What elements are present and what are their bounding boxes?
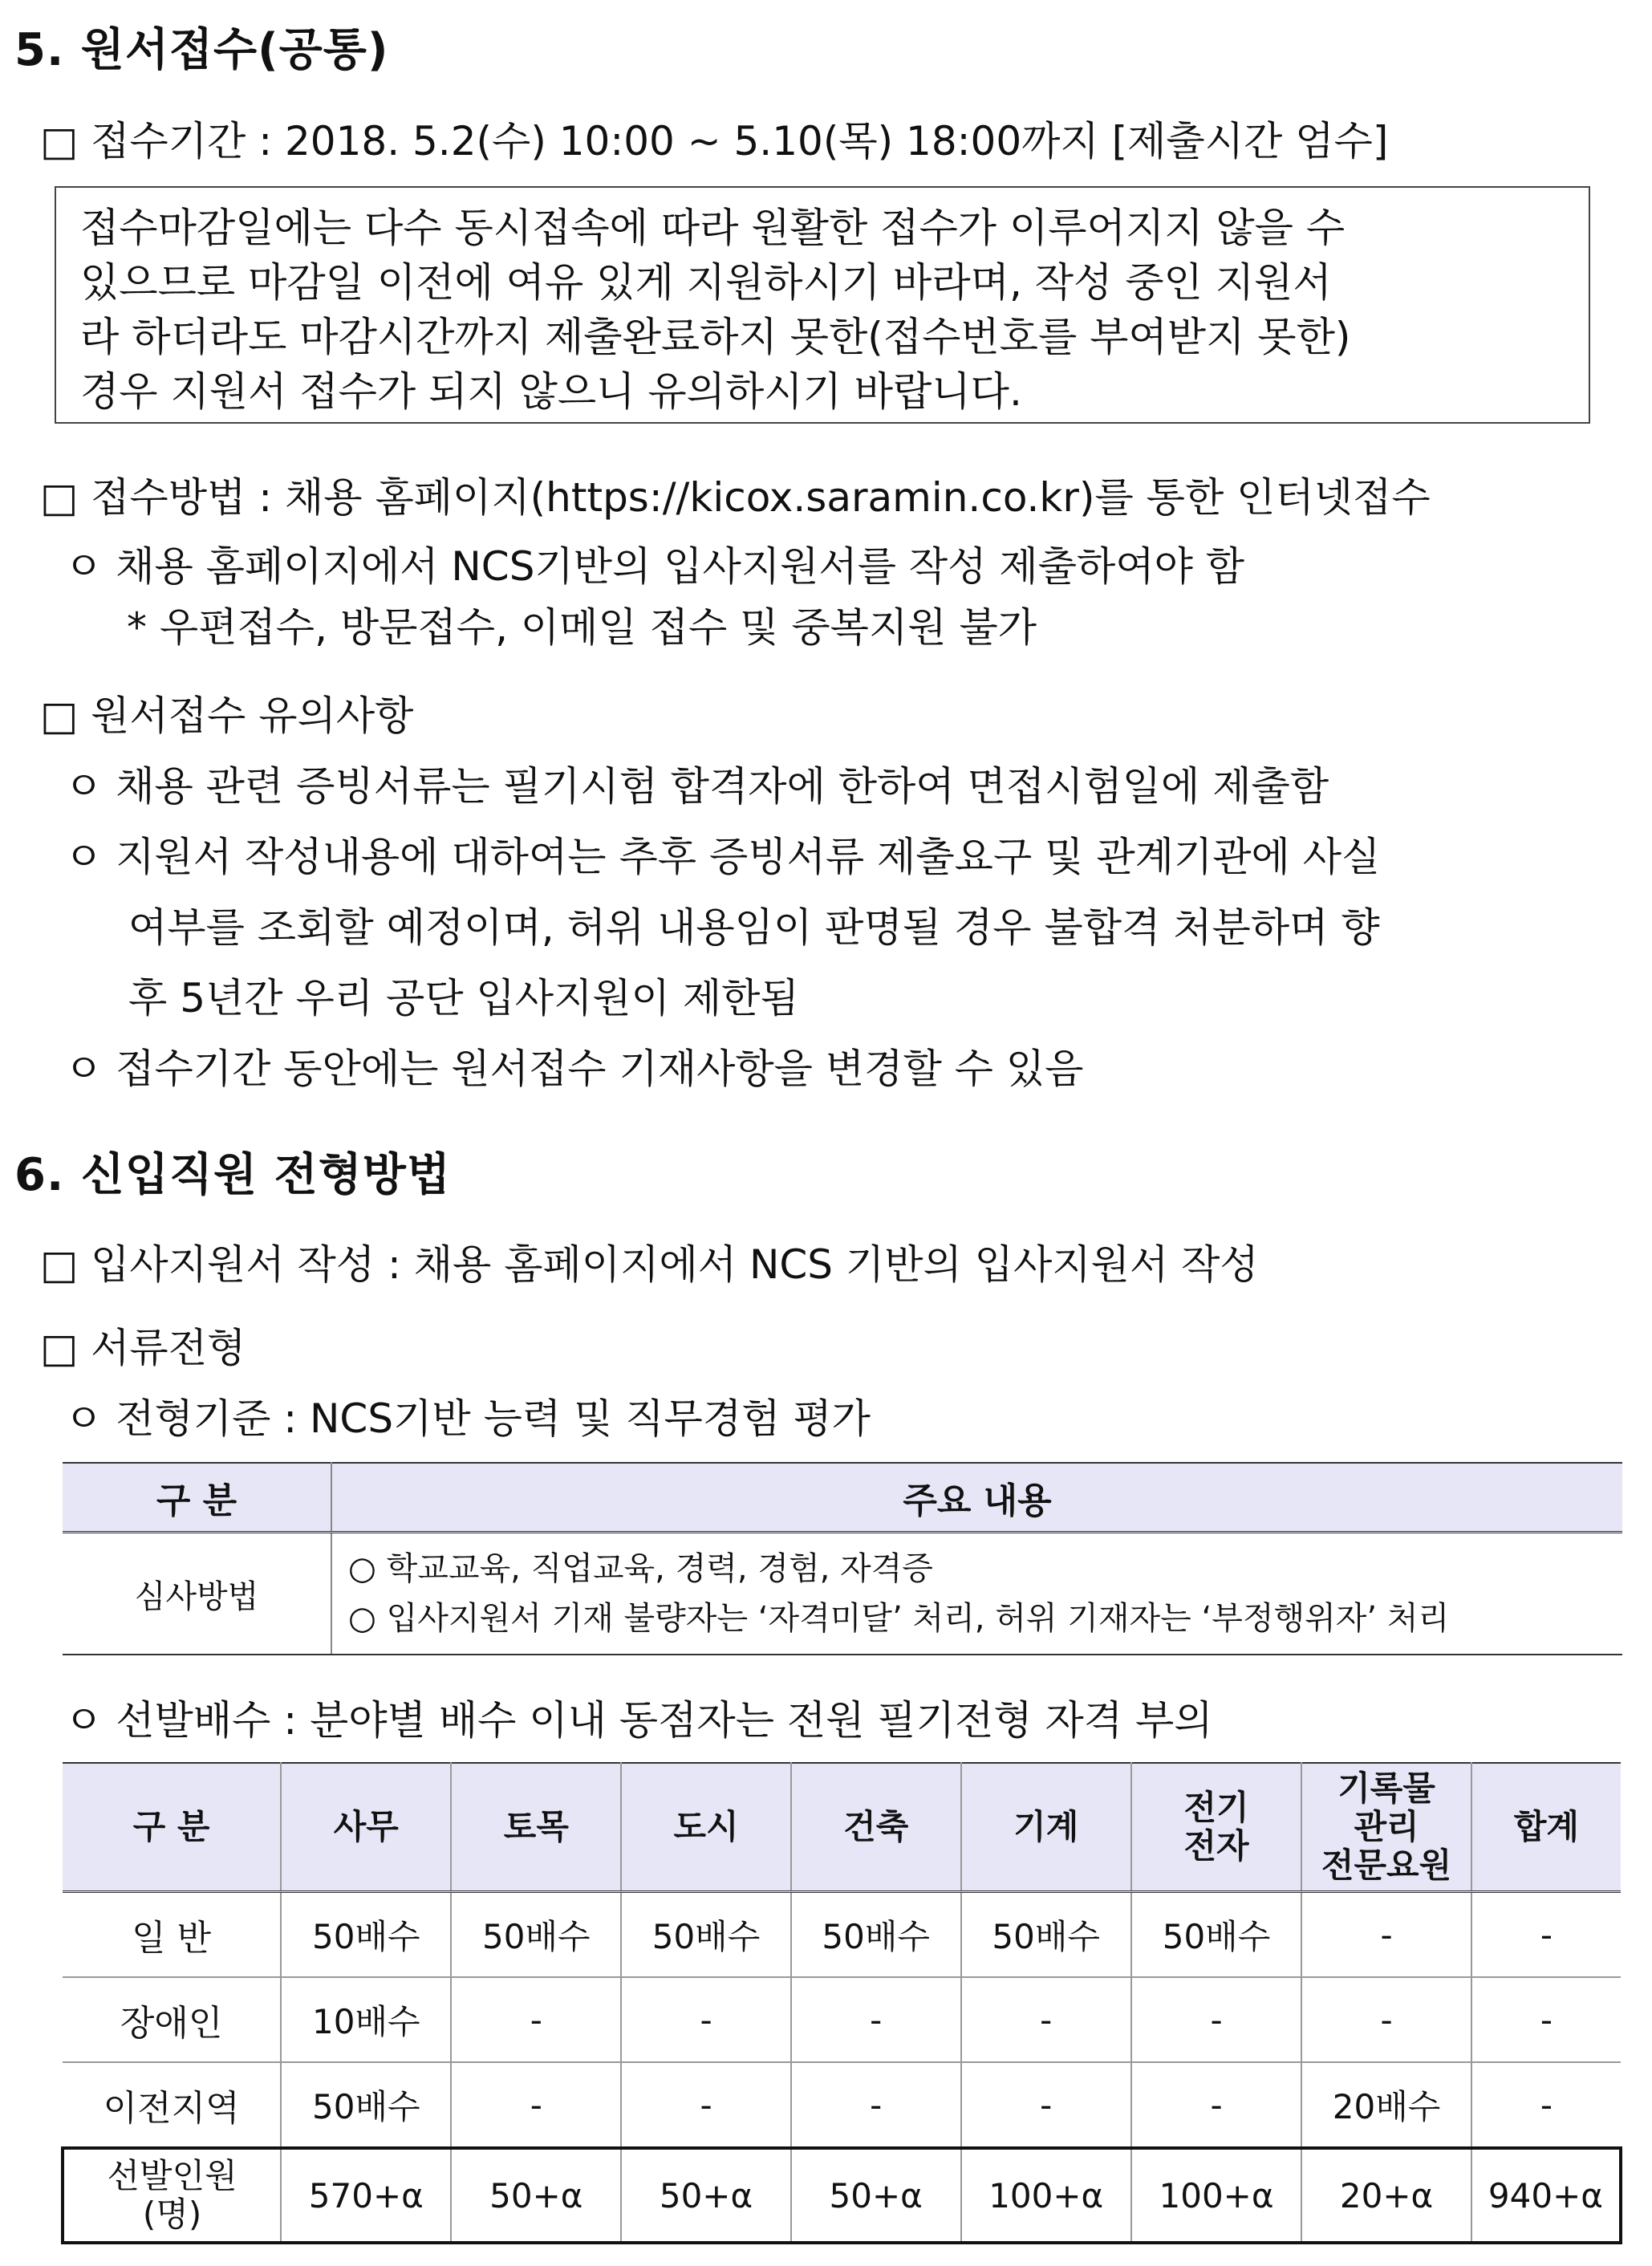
table-cell: - <box>621 2062 791 2148</box>
caution-bullet: ㅇ 채용 관련 증빙서류는 필기시험 합격자에 한하여 면접시험일에 제출함 <box>64 763 1329 810</box>
table-header: 구 분 <box>63 1763 281 1892</box>
table-cell: - <box>1301 1892 1471 1978</box>
notice-line: 접수마감일에는 다수 동시접속에 따라 원활한 접수가 이루어지지 않을 수 <box>80 205 1346 251</box>
table-header: 토목 <box>451 1763 621 1892</box>
table-cell: 570+α <box>281 2148 451 2243</box>
notice-line: 라 하더라도 마감시간까지 제출완료하지 못한(접수번호를 부여받지 못한) <box>80 314 1351 360</box>
table-cell: - <box>1131 1977 1301 2062</box>
criteria-line: ○ 학교교육, 직업교육, 경력, 경험, 자격증 <box>348 1550 933 1587</box>
application-period: □ 접수기간 : 2018. 5.2(수) 10:00 ~ 5.10(목) 18:00까지 [제출시간 엄수] <box>40 118 1389 164</box>
screening-table <box>63 1462 1622 1655</box>
table-row <box>63 1533 1622 1655</box>
table-header: 기계 <box>961 1763 1131 1892</box>
table-cell: - <box>1471 1892 1621 1978</box>
table-cell: 20+α <box>1301 2148 1471 2243</box>
table-cell: 10배수 <box>281 1977 451 2062</box>
section-6-title: 6. 신입직원 전형방법 <box>14 1149 451 1201</box>
screening-criteria: ㅇ 전형기준 : NCS기반 능력 및 직무경험 평가 <box>64 1395 871 1442</box>
table-cell: 940+α <box>1471 2148 1621 2243</box>
table-cell: 20배수 <box>1301 2062 1471 2148</box>
table-header-row <box>63 1763 1621 1892</box>
table-cell: 50+α <box>791 2148 961 2243</box>
table-header: 전기 전자 <box>1131 1763 1301 1892</box>
table-cell: - <box>791 1977 961 2062</box>
table-cell: 50배수 <box>791 1892 961 1978</box>
table-cell: - <box>1301 1977 1471 2062</box>
table-cell: 50배수 <box>1131 1892 1301 1978</box>
caution-bullet: ㅇ 지원서 작성내용에 대하여는 추후 증빙서류 제출요구 및 관계기관에 사실 <box>64 834 1381 880</box>
caution-title: □ 원서접수 유의사항 <box>40 692 414 739</box>
method-note: * 우편접수, 방문접수, 이메일 접수 및 중복지원 불가 <box>127 604 1037 651</box>
table-cell <box>331 1533 1622 1655</box>
table-header: 기록물 관리 전문요원 <box>1301 1763 1471 1892</box>
table-cell: - <box>791 2062 961 2148</box>
table-row <box>63 2062 1621 2148</box>
table-header: 주요 내용 <box>331 1463 1622 1533</box>
table-cell: 50배수 <box>281 1892 451 1978</box>
table-cell: 이전지역 <box>63 2062 281 2148</box>
selection-table <box>61 1762 1622 2244</box>
document-screening-title: □ 서류전형 <box>40 1325 246 1371</box>
table-cell: 50배수 <box>451 1892 621 1978</box>
table-header: 구 분 <box>63 1463 331 1533</box>
table-cell: - <box>961 1977 1131 2062</box>
table-cell: - <box>961 2062 1131 2148</box>
apply-form: □ 입사지원서 작성 : 채용 홈페이지에서 NCS 기반의 입사지원서 작성 <box>40 1241 1259 1288</box>
application-method: □ 접수방법 : 채용 홈페이지(https://kicox.saramin.co.kr)를 통한 인터넷접수 <box>40 474 1431 521</box>
table-cell: 50배수 <box>961 1892 1131 1978</box>
section-5-title: 5. 원서접수(공통) <box>14 24 389 76</box>
table-cell: - <box>1131 2062 1301 2148</box>
table-cell: 일 반 <box>63 1892 281 1978</box>
caution-bullet: ㅇ 접수기간 동안에는 원서접수 기재사항을 변경할 수 있음 <box>64 1046 1084 1092</box>
table-cell: 장애인 <box>63 1977 281 2062</box>
total-row <box>63 2148 1621 2243</box>
table-cell: 50배수 <box>281 2062 451 2148</box>
table-header: 합계 <box>1471 1763 1621 1892</box>
table-cell: - <box>1471 2062 1621 2148</box>
table-header: 도시 <box>621 1763 791 1892</box>
table-row <box>63 1977 1621 2062</box>
table-cell: - <box>451 1977 621 2062</box>
selection-ratio: ㅇ 선발배수 : 분야별 배수 이내 동점자는 전원 필기전형 자격 부의 <box>64 1697 1213 1744</box>
table-cell: 100+α <box>961 2148 1131 2243</box>
table-cell: 100+α <box>1131 2148 1301 2243</box>
table-row <box>63 1892 1621 1978</box>
method-bullet: ㅇ 채용 홈페이지에서 NCS기반의 입사지원서를 작성 제출하여야 함 <box>64 543 1245 590</box>
table-cell: 50+α <box>621 2148 791 2243</box>
table-cell: 심사방법 <box>63 1533 331 1655</box>
notice-line: 있으므로 마감일 이전에 여유 있게 지원하시기 바라며, 작성 중인 지원서 <box>80 259 1332 306</box>
table-cell: - <box>621 1977 791 2062</box>
table-header: 사무 <box>281 1763 451 1892</box>
criteria-line: ○ 입사지원서 기재 불량자는 ‘자격미달’ 처리, 허위 기재자는 ‘부정행위자’ 처리 <box>348 1600 1450 1637</box>
caution-bullet-cont: 여부를 조회할 예정이며, 허위 내용임이 판명될 경우 불합격 처분하며 향 <box>128 904 1380 951</box>
table-cell: - <box>1471 1977 1621 2062</box>
caution-bullet-cont: 후 5년간 우리 공단 입사지원이 제한됨 <box>128 975 799 1021</box>
table-header: 건축 <box>791 1763 961 1892</box>
notice-box <box>55 186 1590 424</box>
table-cell: 50배수 <box>621 1892 791 1978</box>
table-cell: - <box>451 2062 621 2148</box>
table-cell: 50+α <box>451 2148 621 2243</box>
notice-line: 경우 지원서 접수가 되지 않으니 유의하시기 바랍니다. <box>80 368 1022 415</box>
table-cell: 선발인원 (명) <box>63 2148 281 2243</box>
